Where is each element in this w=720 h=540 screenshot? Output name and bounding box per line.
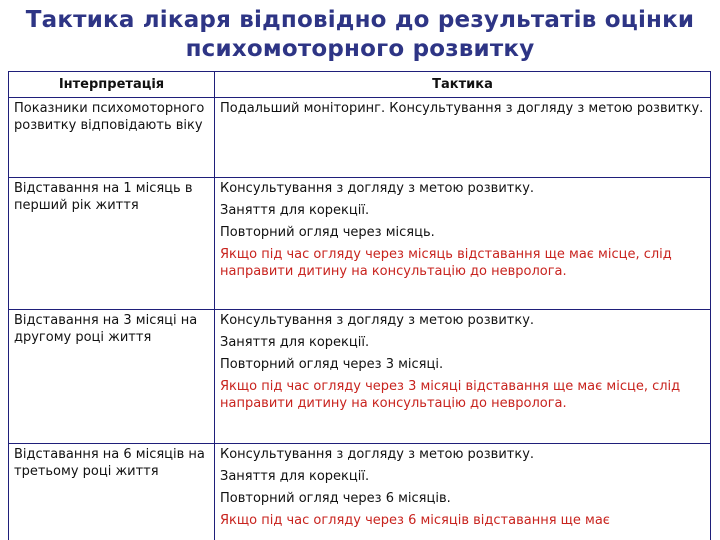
- page-title-line-1: Тактика лікаря відповідно до результатів оцінки: [25, 7, 695, 33]
- tactic-line: Заняття для корекції.: [220, 335, 370, 350]
- table-header-row: [9, 72, 711, 98]
- interpretation-cell: Відставання на 6 місяців на третьому році життя: [9, 444, 215, 540]
- table-row: [9, 310, 711, 444]
- tactic-line: Повторний огляд через 3 місяці.: [220, 357, 444, 372]
- tactic-line: Заняття для корекції.: [220, 203, 370, 218]
- tactic-cell: [215, 178, 711, 310]
- tactic-line: Консультування з догляду з метою розвитку.: [220, 447, 535, 462]
- tactic-line: Консультування з догляду з метою розвитку.: [220, 181, 535, 196]
- tactic-line: Повторний огляд через 6 місяців.: [220, 491, 451, 506]
- page-title: [0, 6, 720, 64]
- table-row: [9, 178, 711, 310]
- tactic-line: Консультування з догляду з метою розвитку.: [220, 313, 535, 328]
- tactic-line: Заняття для корекції.: [220, 469, 370, 484]
- header-tactic: Тактика: [215, 72, 711, 98]
- interpretation-cell: Показники психомоторного розвитку відповідають віку: [9, 98, 215, 178]
- tactic-cell: [215, 98, 711, 178]
- warning-text: Якщо під час огляду через 6 місяців відставання ще має: [220, 513, 610, 528]
- tactic-line: Повторний огляд через місяць.: [220, 225, 435, 240]
- page-title-line-2: психомоторного розвитку: [185, 36, 535, 62]
- warning-text: Якщо під час огляду через 3 місяці відставання ще має місце, слід направити дитину на консультацію до невролога.: [220, 379, 681, 411]
- tactic-line: Подальший моніторинг. Консультування з догляду з метою розвитку.: [220, 101, 704, 116]
- table-row: [9, 444, 711, 540]
- interpretation-cell: Відставання на 1 місяць в перший рік життя: [9, 178, 215, 310]
- warning-text: Якщо під час огляду через місяць відставання ще має місце, слід направити дитину на консультацію до невролога.: [220, 247, 672, 279]
- header-interpretation: Інтерпретація: [9, 72, 215, 98]
- interpretation-cell: Відставання на 3 місяці на другому році життя: [9, 310, 215, 444]
- tactic-cell: [215, 310, 711, 444]
- tactics-table: [8, 71, 711, 540]
- tactic-cell: [215, 444, 711, 540]
- table-row: [9, 98, 711, 178]
